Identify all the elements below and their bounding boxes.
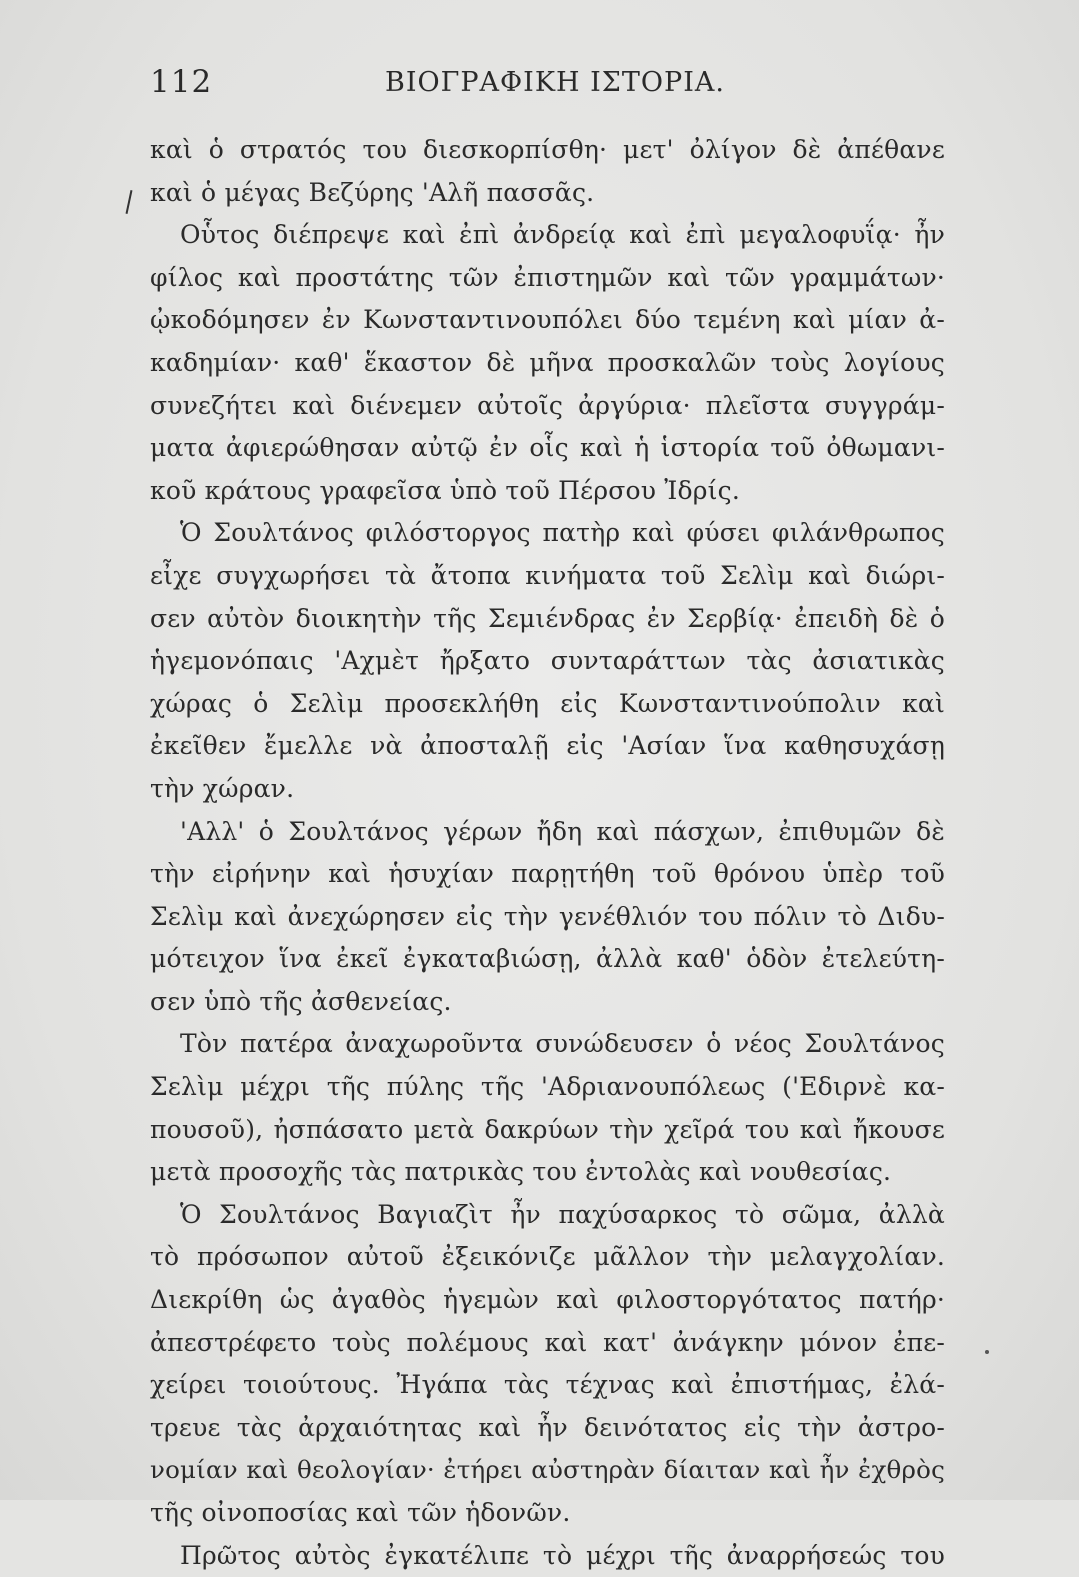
text-line: χώρας ὁ Σελὶμ προσεκλήθη εἰς Κωνσταντινούπολιν καὶ xyxy=(150,688,945,718)
text-line: ἡγεμονόπαις 'Αχμὲτ ἤρξατο συνταράττων τὰς ἀσιατικὰς xyxy=(150,646,945,676)
text-line: καὶ ὁ μέγας Βεζύρης 'Αλῆ πασσᾶς. xyxy=(150,177,595,207)
text-line: 'Αλλ' ὁ Σουλτάνος γέρων ἤδη καὶ πάσχων, ἐπιθυμῶν δὲ xyxy=(180,816,945,846)
text-line: ᾠκοδόμησεν ἐν Κωνσταντινουπόλει δύο τεμένη καὶ μίαν ἀ- xyxy=(150,305,945,335)
text-line: Οὗτος διέπρεψε καὶ ἐπὶ ἀνδρείᾳ καὶ ἐπὶ μεγαλοφυΐᾳ· ἦν xyxy=(180,220,945,250)
margin-pencil-mark xyxy=(126,190,133,214)
page-header xyxy=(150,64,940,104)
ink-speck xyxy=(985,1350,989,1354)
text-line: Σελὶμ μέχρι τῆς πύλης τῆς 'Αδριανουπόλεως ('Εδιρνὲ κα- xyxy=(150,1072,945,1102)
text-line: Τὸν πατέρα ἀναχωροῦντα συνώδευσεν ὁ νέος Σουλτάνος xyxy=(180,1029,945,1059)
text-line: τῆς οἰνοποσίας καὶ τῶν ἡδονῶν. xyxy=(150,1498,571,1527)
text-line: τὴν εἰρήνην καὶ ἡσυχίαν παρῃτήθη τοῦ θρόνου ὑπὲρ τοῦ xyxy=(150,859,945,889)
text-line: συνεζήτει καὶ διένεμεν αὐτοῖς ἀργύρια· πλεῖστα συγγράμ- xyxy=(150,390,945,420)
text-line: σεν ὑπὸ τῆς ἀσθενείας. xyxy=(150,986,452,1016)
text-line: ἀπεστρέφετο τοὺς πολέμους καὶ κατ' ἀνάγκην μόνον ἐπε- xyxy=(150,1327,945,1357)
text-line: σεν αὐτὸν διοικητὴν τῆς Σεμιένδρας ἐν Σερβίᾳ· ἐπειδὴ δὲ ὁ xyxy=(150,603,945,633)
page-number: 112 xyxy=(150,64,213,100)
text-line: Πρῶτος αὐτὸς ἐγκατέλιπε τὸ μέχρι τῆς ἀναρρήσεώς του xyxy=(180,1540,945,1570)
text-line: τὸ πρόσωπον αὐτοῦ ἐξεικόνιζε μᾶλλον τὴν μελαγχολίαν. xyxy=(150,1242,945,1272)
text-line: τρευε τὰς ἀρχαιότητας καὶ ἦν δεινότατος εἰς τὴν ἀστρο- xyxy=(150,1412,945,1442)
text-line: πουσοῦ), ἠσπάσατο μετὰ δακρύων τὴν χεῖρά του καὶ ἤκουσε xyxy=(150,1114,945,1144)
text-line: Ὁ Σουλτάνος φιλόστοργος πατὴρ καὶ φύσει φιλάνθρωπος xyxy=(180,518,945,548)
text-line: μότειχον ἵνα ἐκεῖ ἐγκαταβιώσῃ, ἀλλὰ καθ' ὁδὸν ἐτελεύτη- xyxy=(150,944,945,974)
text-line: Διεκρίθη ὡς ἀγαθὸς ἡγεμὼν καὶ φιλοστοργότατος πατήρ· xyxy=(150,1285,945,1315)
text-line: Ὁ Σουλτάνος Βαγιαζὶτ ἦν παχύσαρκος τὸ σῶμα, ἀλλὰ xyxy=(180,1199,945,1229)
body-text xyxy=(150,129,945,1577)
text-line: τὴν χώραν. xyxy=(150,773,295,803)
running-title: ΒΙΟΓΡΑΦΙΚΗ ΙΣΤΟΡΙΑ. xyxy=(385,67,725,98)
text-line: μετὰ προσοχῆς τὰς πατρικὰς του ἐντολὰς καὶ νουθεσίας. xyxy=(150,1157,892,1187)
text-line: Σελὶμ καὶ ἀνεχώρησεν εἰς τὴν γενέθλιόν του πόλιν τὸ Διδυ- xyxy=(150,901,945,931)
text-line: κοῦ κράτους γραφεῖσα ὑπὸ τοῦ Πέρσου Ἰδρίς. xyxy=(150,475,741,505)
text-line: καδημίαν· καθ' ἕκαστον δὲ μῆνα προσκαλῶν τοὺς λογίους xyxy=(150,347,945,377)
text-line: εἶχε συγχωρήσει τὰ ἄτοπα κινήματα τοῦ Σελὶμ καὶ διώρι- xyxy=(150,560,945,590)
text-line: χείρει τοιούτους. Ἠγάπα τὰς τέχνας καὶ ἐπιστήμας, ἐλά- xyxy=(150,1370,945,1400)
text-line: καὶ ὁ στρατός του διεσκορπίσθη· μετ' ὀλίγον δὲ ἀπέθανε xyxy=(150,135,945,164)
text-line: νομίαν καὶ θεολογίαν· ἐτήρει αὐστηρὰν δίαιταν καὶ ἦν ἐχθρὸς xyxy=(150,1455,945,1485)
text-line: φίλος καὶ προστάτης τῶν ἐπιστημῶν καὶ τῶν γραμμάτων· xyxy=(150,262,945,292)
text-line: ματα ἀφιερώθησαν αὐτῷ ἐν οἷς καὶ ἡ ἱστορία τοῦ ὀθωμανι- xyxy=(150,433,945,463)
text-line: ἐκεῖθεν ἔμελλε νὰ ἀποσταλῇ εἰς 'Ασίαν ἵνα καθησυχάσῃ xyxy=(150,731,945,761)
